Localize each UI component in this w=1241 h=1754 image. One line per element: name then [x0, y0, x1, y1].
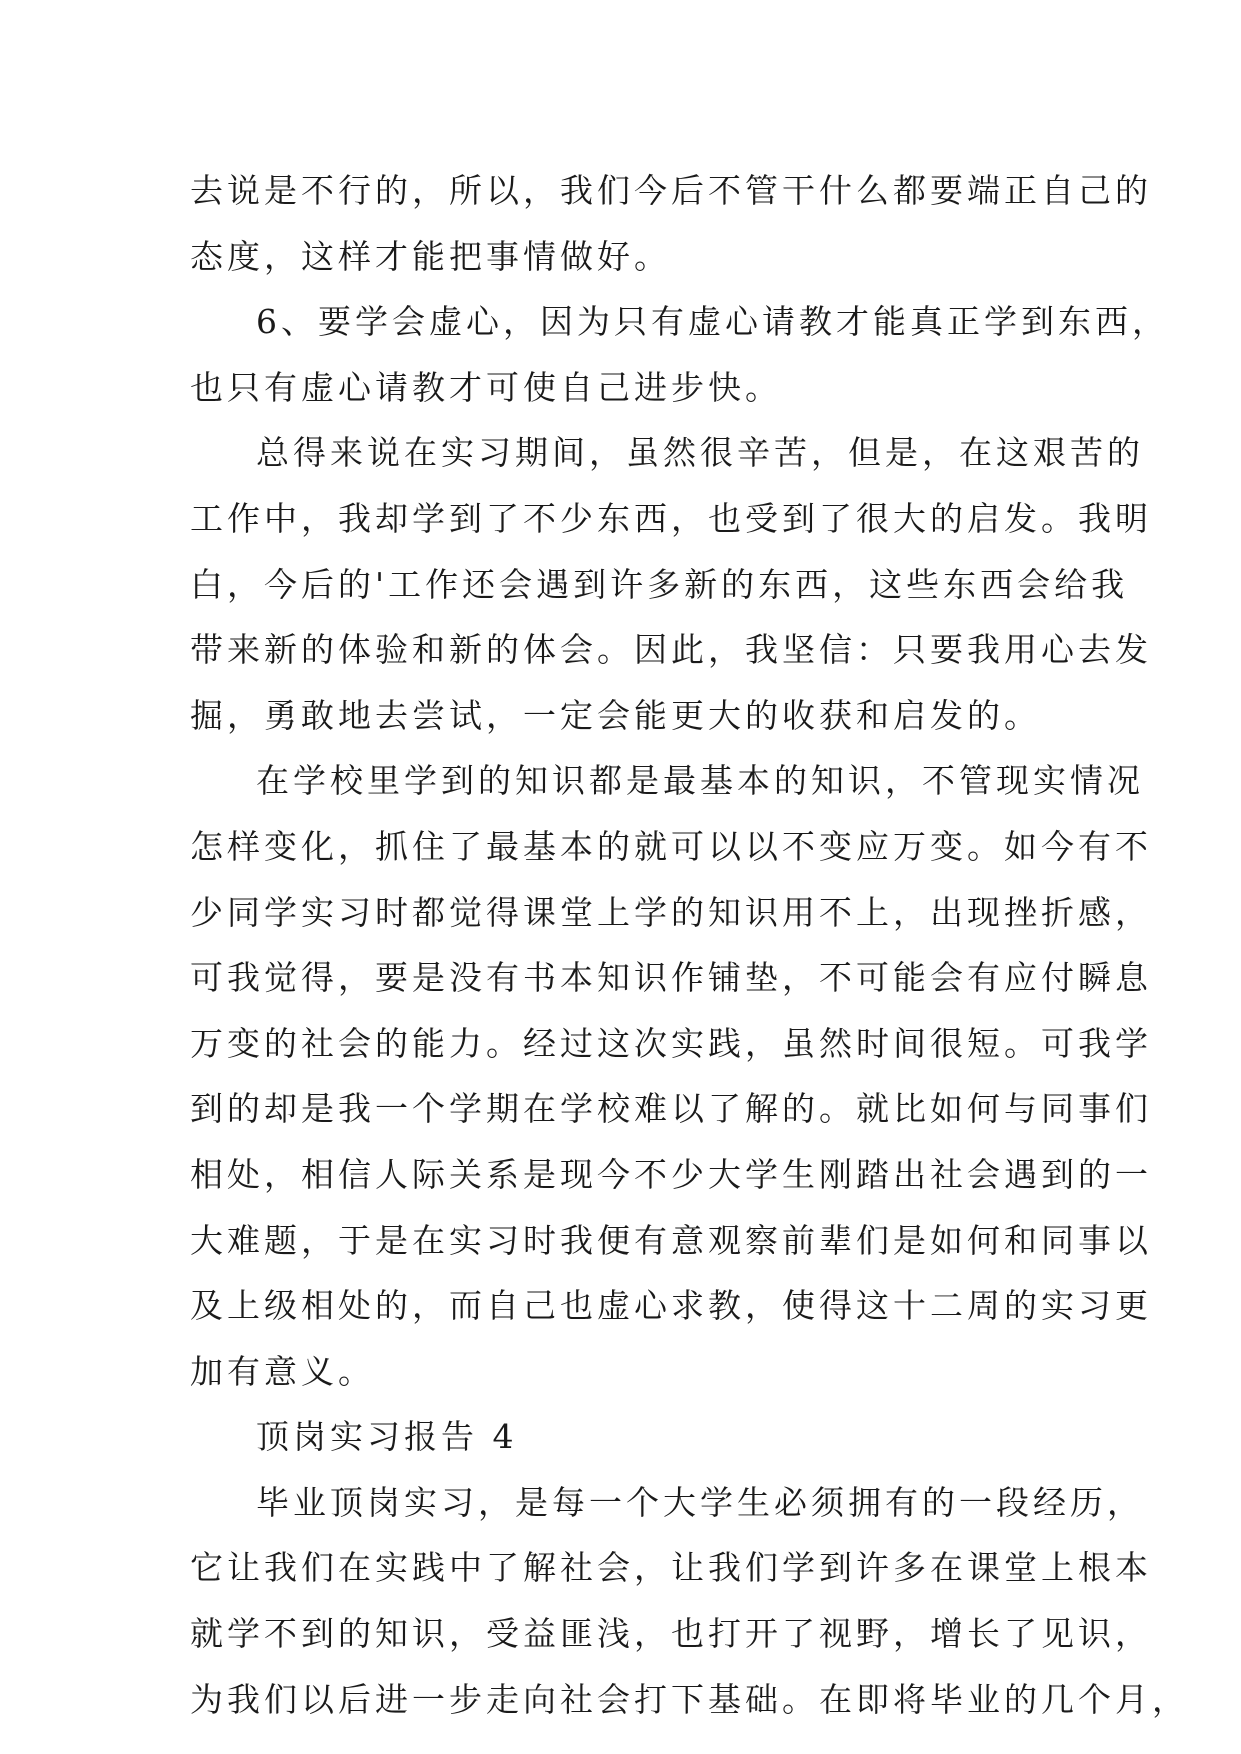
- text-line: 万变的社会的能力。经过这次实践，虽然时间很短。可我学: [190, 1023, 1152, 1063]
- text-line: 白，今后的'工作还会遇到许多新的东西，这些东西会给我: [190, 564, 1129, 604]
- text-line: 它让我们在实践中了解社会，让我们学到许多在课堂上根本: [190, 1548, 1152, 1588]
- text-line: 可我觉得，要是没有书本知识作铺垫，不可能会有应付瞬息: [190, 958, 1152, 998]
- text-line: 怎样变化，抓住了最基本的就可以以不变应万变。如今有不: [190, 826, 1152, 866]
- text-line: 毕业顶岗实习，是每一个大学生必须拥有的一段经历，: [256, 1482, 1144, 1522]
- text-line: 就学不到的知识，受益匪浅，也打开了视野，增长了见识，: [190, 1614, 1152, 1654]
- text-line: 为我们以后进一步走向社会打下基础。在即将毕业的几个月，: [190, 1679, 1189, 1719]
- text-line: 6、要学会虚心，因为只有虚心请教才能真正学到东西，: [256, 302, 1169, 342]
- text-line: 顶岗实习报告 4: [256, 1417, 518, 1457]
- text-line: 也只有虚心请教才可使自己进步快。: [190, 367, 782, 407]
- text-line: 掘，勇敢地去尝试，一定会能更大的收获和启发的。: [190, 695, 1041, 735]
- text-line: 去说是不行的，所以，我们今后不管干什么都要端正自己的: [190, 171, 1152, 210]
- text-line: 在学校里学到的知识都是最基本的知识，不管现实情况: [256, 761, 1144, 801]
- text-line: 总得来说在实习期间，虽然很辛苦，但是，在这艰苦的: [256, 433, 1144, 473]
- text-line: 大难题，于是在实习时我便有意观察前辈们是如何和同事以: [190, 1220, 1152, 1260]
- text-line: 及上级相处的，而自己也虚心求教，使得这十二周的实习更: [190, 1286, 1152, 1326]
- text-line: 工作中，我却学到了不少东西，也受到了很大的启发。我明: [190, 498, 1152, 538]
- text-line: 带来新的体验和新的体会。因此，我坚信：只要我用心去发: [190, 630, 1152, 670]
- text-line: 到的却是我一个学期在学校难以了解的。就比如何与同事们: [190, 1089, 1152, 1129]
- text-line: 加有意义。: [190, 1351, 375, 1391]
- text-line: 相处，相信人际关系是现今不少大学生刚踏出社会遇到的一: [190, 1154, 1152, 1194]
- text-line: 态度，这样才能把事情做好。: [190, 236, 671, 276]
- text-line: 少同学实习时都觉得课堂上学的知识用不上，出现挫折感，: [190, 892, 1152, 932]
- document-body: [190, 158, 1189, 1732]
